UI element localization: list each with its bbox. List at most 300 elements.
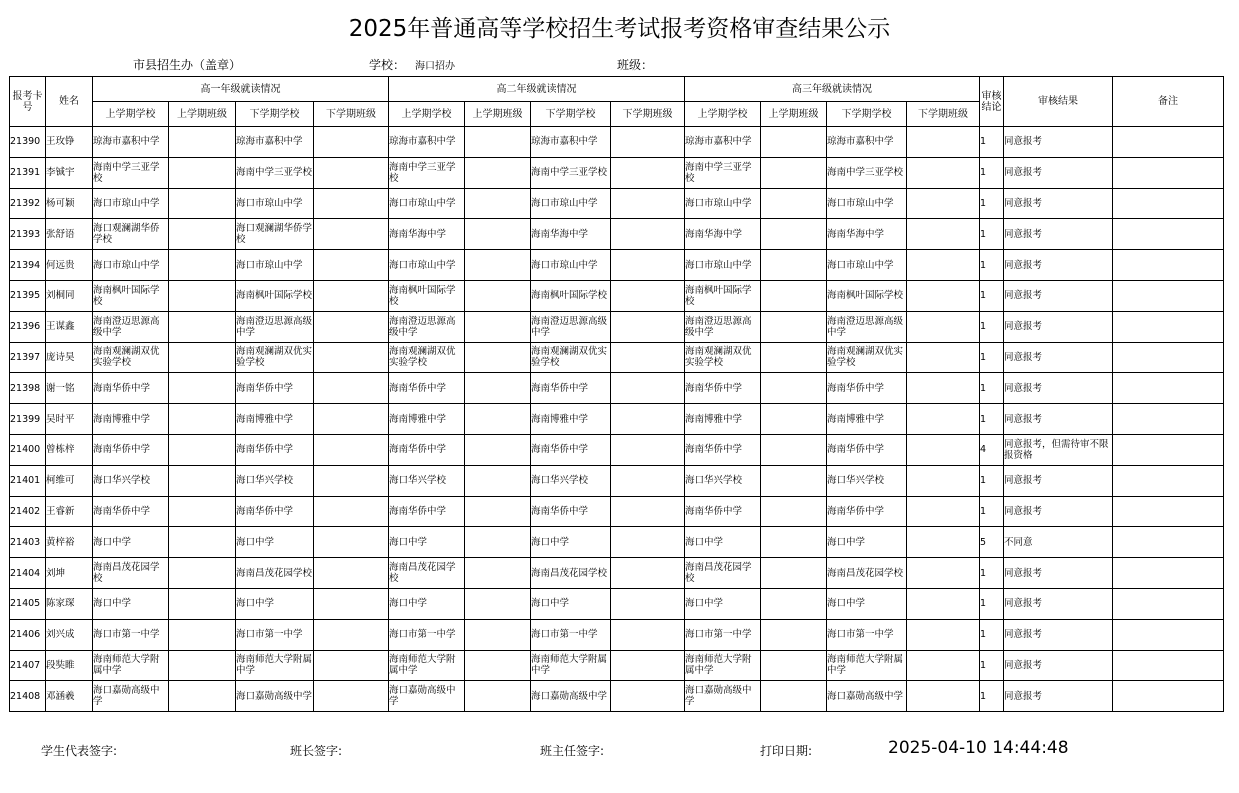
results-table: [9, 76, 1224, 712]
cell-g3-first-class: [761, 650, 827, 681]
cell-g2-second-class: [611, 280, 685, 311]
cell-review-conclusion: 1: [980, 404, 1004, 435]
cell-g1-first-school: 海口观澜湖华侨学校: [93, 219, 169, 250]
cell-review-conclusion: 1: [980, 588, 1004, 619]
cell-g2-second-class: [611, 588, 685, 619]
cell-g3-second-school: 海口市琼山中学: [827, 188, 907, 219]
cell-review-result: 同意报考: [1004, 311, 1113, 342]
cell-g3-second-school: 海南华侨中学: [827, 373, 907, 404]
cell-g1-first-class: [169, 619, 236, 650]
cell-g2-second-school: 海南华侨中学: [531, 496, 611, 527]
cell-g1-first-class: [169, 157, 236, 188]
cell-review-conclusion: 1: [980, 157, 1004, 188]
cell-g2-first-class: [465, 588, 531, 619]
cell-remarks: [1113, 342, 1224, 373]
cell-g3-second-school: 琼海市嘉积中学: [827, 127, 907, 158]
cell-review-result: 同意报考: [1004, 219, 1113, 250]
cell-g1-second-class: [314, 650, 389, 681]
header-grade1: 高一年级就读情况: [93, 77, 389, 102]
cell-g1-first-school: 海口嘉勋高级中学: [93, 681, 169, 712]
cell-exam-no: 21397: [10, 342, 46, 373]
cell-g3-first-class: [761, 250, 827, 281]
cell-g1-second-class: [314, 311, 389, 342]
cell-g3-second-school: 海南华侨中学: [827, 434, 907, 465]
table-row: [10, 157, 1224, 188]
cell-g2-first-school: 海南枫叶国际学校: [389, 280, 465, 311]
cell-review-result: 同意报考: [1004, 342, 1113, 373]
cell-g1-second-school: 琼海市嘉积中学: [236, 127, 314, 158]
cell-review-conclusion: 1: [980, 496, 1004, 527]
cell-g2-first-school: 海口华兴学校: [389, 465, 465, 496]
cell-exam-no: 21405: [10, 588, 46, 619]
cell-exam-no: 21404: [10, 558, 46, 589]
cell-g1-first-class: [169, 373, 236, 404]
school-field: [369, 56, 455, 73]
cell-g2-first-class: [465, 157, 531, 188]
cell-g1-second-class: [314, 558, 389, 589]
header-exam-no: 报考卡号: [10, 77, 46, 127]
cell-review-conclusion: 1: [980, 280, 1004, 311]
cell-g3-first-school: 海南华侨中学: [685, 434, 761, 465]
cell-g2-first-school: 海南博雅中学: [389, 404, 465, 435]
header-review-result: 审核结果: [1004, 77, 1113, 127]
cell-review-result: 同意报考: [1004, 650, 1113, 681]
cell-g1-first-school: 海口华兴学校: [93, 465, 169, 496]
cell-remarks: [1113, 527, 1224, 558]
cell-g2-second-class: [611, 465, 685, 496]
cell-g2-second-class: [611, 527, 685, 558]
cell-g2-second-school: 海口中学: [531, 527, 611, 558]
cell-g3-first-school: 琼海市嘉积中学: [685, 127, 761, 158]
cell-g1-second-school: 海南澄迈思源高级中学: [236, 311, 314, 342]
cell-exam-no: 21399: [10, 404, 46, 435]
cell-g2-second-school: 海南观澜湖双优实验学校: [531, 342, 611, 373]
cell-g3-first-school: 海南观澜湖双优实验学校: [685, 342, 761, 373]
cell-g1-second-class: [314, 588, 389, 619]
cell-g2-first-school: 海南中学三亚学校: [389, 157, 465, 188]
cell-exam-no: 21407: [10, 650, 46, 681]
header-g2-second-school: 下学期学校: [531, 102, 611, 127]
cell-g1-first-school: 海南师范大学附属中学: [93, 650, 169, 681]
cell-g2-second-school: 海南华侨中学: [531, 434, 611, 465]
cell-g1-second-school: 海南枫叶国际学校: [236, 280, 314, 311]
header-g3-second-class: 下学期班级: [907, 102, 980, 127]
cell-g3-second-class: [907, 404, 980, 435]
cell-g3-first-class: [761, 157, 827, 188]
cell-review-result: 同意报考: [1004, 373, 1113, 404]
table-row: [10, 219, 1224, 250]
cell-g2-first-school: 海口中学: [389, 588, 465, 619]
cell-g3-first-school: 海南华侨中学: [685, 373, 761, 404]
cell-review-result: 同意报考: [1004, 496, 1113, 527]
cell-g3-first-school: 海南华海中学: [685, 219, 761, 250]
cell-g3-second-school: 海南博雅中学: [827, 404, 907, 435]
header-review-conclusion: 审核结论: [980, 77, 1004, 127]
cell-g2-first-class: [465, 188, 531, 219]
cell-g2-first-school: 海南澄迈思源高级中学: [389, 311, 465, 342]
cell-review-conclusion: 1: [980, 127, 1004, 158]
cell-name: 刘兴成: [46, 619, 93, 650]
cell-g1-second-school: 海口市琼山中学: [236, 250, 314, 281]
cell-g3-first-class: [761, 496, 827, 527]
cell-g1-second-class: [314, 404, 389, 435]
cell-g2-second-class: [611, 619, 685, 650]
cell-g3-first-class: [761, 127, 827, 158]
cell-review-conclusion: 1: [980, 465, 1004, 496]
cell-g3-first-class: [761, 558, 827, 589]
cell-g1-second-class: [314, 127, 389, 158]
cell-g1-second-class: [314, 619, 389, 650]
monitor-signature-label: 班长签字:: [290, 744, 343, 758]
cell-review-result: 同意报考，但需待审不限报资格: [1004, 434, 1113, 465]
cell-g1-second-school: 海口中学: [236, 588, 314, 619]
cell-g1-first-class: [169, 280, 236, 311]
cell-g3-first-school: 海南昌茂花园学校: [685, 558, 761, 589]
cell-g2-second-class: [611, 127, 685, 158]
cell-g1-first-class: [169, 465, 236, 496]
head-teacher-signature-label: 班主任签字:: [540, 744, 605, 758]
header-g2-second-class: 下学期班级: [611, 102, 685, 127]
cell-review-result: 不同意: [1004, 527, 1113, 558]
cell-g3-second-school: 海口华兴学校: [827, 465, 907, 496]
cell-g3-second-class: [907, 127, 980, 158]
cell-g1-first-class: [169, 127, 236, 158]
cell-name: 杨可颖: [46, 188, 93, 219]
print-date-value: 2025-04-10 14:44:48: [888, 738, 1069, 758]
cell-g2-first-school: 海口中学: [389, 527, 465, 558]
cell-review-result: 同意报考: [1004, 465, 1113, 496]
cell-remarks: [1113, 619, 1224, 650]
cell-g2-first-class: [465, 650, 531, 681]
table-row: [10, 681, 1224, 712]
cell-g1-first-class: [169, 250, 236, 281]
cell-g2-second-class: [611, 434, 685, 465]
cell-g3-second-class: [907, 219, 980, 250]
cell-review-conclusion: 1: [980, 311, 1004, 342]
cell-g3-second-class: [907, 434, 980, 465]
cell-g2-second-school: 海南中学三亚学校: [531, 157, 611, 188]
table-row: [10, 250, 1224, 281]
cell-g3-second-class: [907, 650, 980, 681]
table-row: [10, 342, 1224, 373]
header-g3-first-school: 上学期学校: [685, 102, 761, 127]
cell-g3-first-class: [761, 311, 827, 342]
cell-g1-first-school: 海南昌茂花园学校: [93, 558, 169, 589]
cell-name: 刘桐同: [46, 280, 93, 311]
cell-g3-first-school: 海口市琼山中学: [685, 188, 761, 219]
cell-g1-first-class: [169, 588, 236, 619]
cell-exam-no: 21406: [10, 619, 46, 650]
cell-g1-second-school: 海南华侨中学: [236, 434, 314, 465]
cell-g1-second-class: [314, 157, 389, 188]
cell-g2-first-class: [465, 434, 531, 465]
cell-review-conclusion: 4: [980, 434, 1004, 465]
cell-name: 谢一铭: [46, 373, 93, 404]
cell-g1-first-class: [169, 681, 236, 712]
cell-g2-first-class: [465, 404, 531, 435]
cell-review-result: 同意报考: [1004, 280, 1113, 311]
cell-g2-first-school: 海口嘉勋高级中学: [389, 681, 465, 712]
cell-g2-first-class: [465, 250, 531, 281]
cell-review-result: 同意报考: [1004, 157, 1113, 188]
cell-g1-first-class: [169, 342, 236, 373]
cell-g1-second-class: [314, 280, 389, 311]
cell-g3-first-school: 海南中学三亚学校: [685, 157, 761, 188]
cell-g3-first-class: [761, 373, 827, 404]
cell-review-result: 同意报考: [1004, 558, 1113, 589]
cell-g2-first-class: [465, 280, 531, 311]
cell-exam-no: 21393: [10, 219, 46, 250]
cell-name: 李铖宇: [46, 157, 93, 188]
cell-g1-second-school: 海南观澜湖双优实验学校: [236, 342, 314, 373]
cell-g3-second-class: [907, 280, 980, 311]
cell-review-result: 同意报考: [1004, 127, 1113, 158]
cell-g2-second-school: 海南博雅中学: [531, 404, 611, 435]
cell-g2-first-class: [465, 127, 531, 158]
cell-review-conclusion: 1: [980, 219, 1004, 250]
cell-exam-no: 21398: [10, 373, 46, 404]
cell-g1-first-school: 海南中学三亚学校: [93, 157, 169, 188]
header-g1-first-class: 上学期班级: [169, 102, 236, 127]
class-label: 班级：: [617, 58, 654, 72]
cell-exam-no: 21391: [10, 157, 46, 188]
school-value: 海口招办: [415, 61, 456, 72]
cell-exam-no: 21400: [10, 434, 46, 465]
cell-name: 张舒语: [46, 219, 93, 250]
cell-g2-second-class: [611, 650, 685, 681]
cell-g1-first-school: 海口市琼山中学: [93, 250, 169, 281]
header-g3-second-school: 下学期学校: [827, 102, 907, 127]
cell-remarks: [1113, 127, 1224, 158]
cell-g1-first-class: [169, 496, 236, 527]
cell-g2-second-class: [611, 496, 685, 527]
cell-g3-first-school: 海南澄迈思源高级中学: [685, 311, 761, 342]
cell-g1-second-class: [314, 496, 389, 527]
cell-g1-first-class: [169, 434, 236, 465]
cell-g1-second-school: 海南师范大学附属中学: [236, 650, 314, 681]
cell-g3-second-school: 海口中学: [827, 527, 907, 558]
cell-exam-no: 21390: [10, 127, 46, 158]
cell-g1-first-class: [169, 650, 236, 681]
cell-g3-second-school: 海南澄迈思源高级中学: [827, 311, 907, 342]
cell-g1-second-school: 海口嘉勋高级中学: [236, 681, 314, 712]
cell-review-conclusion: 1: [980, 342, 1004, 373]
cell-review-conclusion: 1: [980, 681, 1004, 712]
cell-g3-first-school: 海南华侨中学: [685, 496, 761, 527]
cell-review-conclusion: 1: [980, 558, 1004, 589]
cell-g3-second-school: 海口中学: [827, 588, 907, 619]
cell-review-conclusion: 1: [980, 250, 1004, 281]
header-name: 姓名: [46, 77, 93, 127]
cell-name: 陈家琛: [46, 588, 93, 619]
cell-g1-first-class: [169, 188, 236, 219]
print-date-label: 打印日期:: [760, 744, 813, 758]
cell-review-conclusion: 1: [980, 188, 1004, 219]
cell-g3-second-school: 海南华海中学: [827, 219, 907, 250]
cell-remarks: [1113, 434, 1224, 465]
cell-review-conclusion: 5: [980, 527, 1004, 558]
cell-g1-first-school: 海口市第一中学: [93, 619, 169, 650]
cell-g2-second-class: [611, 188, 685, 219]
cell-g3-second-school: 海南昌茂花园学校: [827, 558, 907, 589]
cell-g3-first-school: 海口中学: [685, 588, 761, 619]
cell-g3-second-school: 海南师范大学附属中学: [827, 650, 907, 681]
cell-g1-second-school: 海口华兴学校: [236, 465, 314, 496]
header-g3-first-class: 上学期班级: [761, 102, 827, 127]
cell-g3-second-class: [907, 588, 980, 619]
cell-g1-first-class: [169, 404, 236, 435]
cell-name: 庞诗昊: [46, 342, 93, 373]
cell-g1-first-school: 海南华侨中学: [93, 434, 169, 465]
cell-g1-first-school: 海口中学: [93, 527, 169, 558]
cell-g1-second-class: [314, 681, 389, 712]
cell-g3-second-class: [907, 527, 980, 558]
cell-g3-second-class: [907, 496, 980, 527]
cell-g2-second-school: 海口市琼山中学: [531, 250, 611, 281]
cell-g3-first-class: [761, 588, 827, 619]
cell-remarks: [1113, 588, 1224, 619]
header-g2-first-class: 上学期班级: [465, 102, 531, 127]
cell-g3-second-class: [907, 619, 980, 650]
cell-g3-first-class: [761, 434, 827, 465]
cell-review-conclusion: 1: [980, 619, 1004, 650]
cell-name: 吴时平: [46, 404, 93, 435]
cell-name: 刘坤: [46, 558, 93, 589]
cell-g3-first-school: 海南博雅中学: [685, 404, 761, 435]
cell-g3-second-class: [907, 342, 980, 373]
cell-g1-second-class: [314, 342, 389, 373]
cell-g2-first-school: 海南华侨中学: [389, 373, 465, 404]
cell-g1-second-class: [314, 465, 389, 496]
cell-g3-first-class: [761, 404, 827, 435]
cell-g1-first-school: 海南枫叶国际学校: [93, 280, 169, 311]
cell-g2-first-school: 海南昌茂花园学校: [389, 558, 465, 589]
table-row: [10, 434, 1224, 465]
table-row: [10, 127, 1224, 158]
cell-g2-first-class: [465, 496, 531, 527]
cell-g3-first-class: [761, 619, 827, 650]
cell-remarks: [1113, 219, 1224, 250]
cell-g3-second-school: 海口嘉勋高级中学: [827, 681, 907, 712]
cell-g3-first-class: [761, 527, 827, 558]
cell-g2-first-school: 海南华侨中学: [389, 434, 465, 465]
cell-g2-second-school: 海南师范大学附属中学: [531, 650, 611, 681]
cell-g1-second-school: 海南中学三亚学校: [236, 157, 314, 188]
cell-g3-second-class: [907, 250, 980, 281]
cell-g2-second-class: [611, 219, 685, 250]
cell-remarks: [1113, 311, 1224, 342]
cell-review-result: 同意报考: [1004, 619, 1113, 650]
table-row: [10, 650, 1224, 681]
cell-exam-no: 21396: [10, 311, 46, 342]
header-g1-first-school: 上学期学校: [93, 102, 169, 127]
cell-exam-no: 21401: [10, 465, 46, 496]
table-row: [10, 558, 1224, 589]
cell-name: 王谋鑫: [46, 311, 93, 342]
cell-g3-first-class: [761, 219, 827, 250]
cell-exam-no: 21392: [10, 188, 46, 219]
cell-g2-first-class: [465, 681, 531, 712]
header-g1-second-class: 下学期班级: [314, 102, 389, 127]
cell-g3-first-class: [761, 465, 827, 496]
cell-g2-first-school: 海口市琼山中学: [389, 250, 465, 281]
cell-g2-second-class: [611, 311, 685, 342]
cell-exam-no: 21408: [10, 681, 46, 712]
cell-g2-second-class: [611, 404, 685, 435]
cell-g2-first-school: 海南师范大学附属中学: [389, 650, 465, 681]
cell-remarks: [1113, 250, 1224, 281]
cell-g3-first-school: 海口嘉勋高级中学: [685, 681, 761, 712]
cell-g2-second-school: 海口嘉勋高级中学: [531, 681, 611, 712]
cell-name: 王玫铮: [46, 127, 93, 158]
cell-g1-first-class: [169, 311, 236, 342]
cell-g2-second-class: [611, 342, 685, 373]
cell-remarks: [1113, 496, 1224, 527]
cell-g3-second-class: [907, 157, 980, 188]
cell-review-result: 同意报考: [1004, 681, 1113, 712]
table-row: [10, 188, 1224, 219]
cell-g1-second-class: [314, 527, 389, 558]
cell-review-result: 同意报考: [1004, 250, 1113, 281]
cell-g2-first-school: 琼海市嘉积中学: [389, 127, 465, 158]
cell-g2-first-school: 海口市琼山中学: [389, 188, 465, 219]
cell-g3-first-school: 海口市第一中学: [685, 619, 761, 650]
table-row: [10, 280, 1224, 311]
table-row: [10, 619, 1224, 650]
header-g1-second-school: 下学期学校: [236, 102, 314, 127]
cell-exam-no: 21394: [10, 250, 46, 281]
school-label: 学校：: [369, 58, 406, 72]
cell-g3-first-class: [761, 681, 827, 712]
cell-review-conclusion: 1: [980, 650, 1004, 681]
cell-name: 王睿新: [46, 496, 93, 527]
cell-review-conclusion: 1: [980, 373, 1004, 404]
cell-g2-first-school: 海口市第一中学: [389, 619, 465, 650]
cell-exam-no: 21403: [10, 527, 46, 558]
cell-exam-no: 21402: [10, 496, 46, 527]
header-grade2: 高二年级就读情况: [389, 77, 685, 102]
cell-g3-first-school: 海口华兴学校: [685, 465, 761, 496]
cell-remarks: [1113, 558, 1224, 589]
cell-g3-second-school: 海口市第一中学: [827, 619, 907, 650]
cell-g3-second-school: 海口市琼山中学: [827, 250, 907, 281]
cell-g3-first-school: 海南师范大学附属中学: [685, 650, 761, 681]
cell-g3-first-class: [761, 280, 827, 311]
cell-g2-first-class: [465, 527, 531, 558]
cell-g2-second-class: [611, 373, 685, 404]
cell-name: 曾栋梓: [46, 434, 93, 465]
cell-remarks: [1113, 465, 1224, 496]
cell-g1-first-class: [169, 219, 236, 250]
cell-remarks: [1113, 280, 1224, 311]
cell-g2-second-school: 海南华海中学: [531, 219, 611, 250]
cell-g2-second-school: 海口华兴学校: [531, 465, 611, 496]
cell-g1-second-school: 海南昌茂花园学校: [236, 558, 314, 589]
cell-review-result: 同意报考: [1004, 588, 1113, 619]
cell-g3-second-class: [907, 558, 980, 589]
cell-g1-second-class: [314, 373, 389, 404]
student-rep-signature-label: 学生代表签字:: [41, 744, 118, 758]
page-title: 2025年普通高等学校招生考试报考资格审查结果公示: [348, 16, 891, 42]
cell-remarks: [1113, 650, 1224, 681]
cell-g2-first-class: [465, 465, 531, 496]
cell-g2-first-class: [465, 219, 531, 250]
cell-remarks: [1113, 373, 1224, 404]
table-row: [10, 496, 1224, 527]
cell-g3-second-school: 海南观澜湖双优实验学校: [827, 342, 907, 373]
table-row: [10, 404, 1224, 435]
cell-g2-second-school: 海南澄迈思源高级中学: [531, 311, 611, 342]
